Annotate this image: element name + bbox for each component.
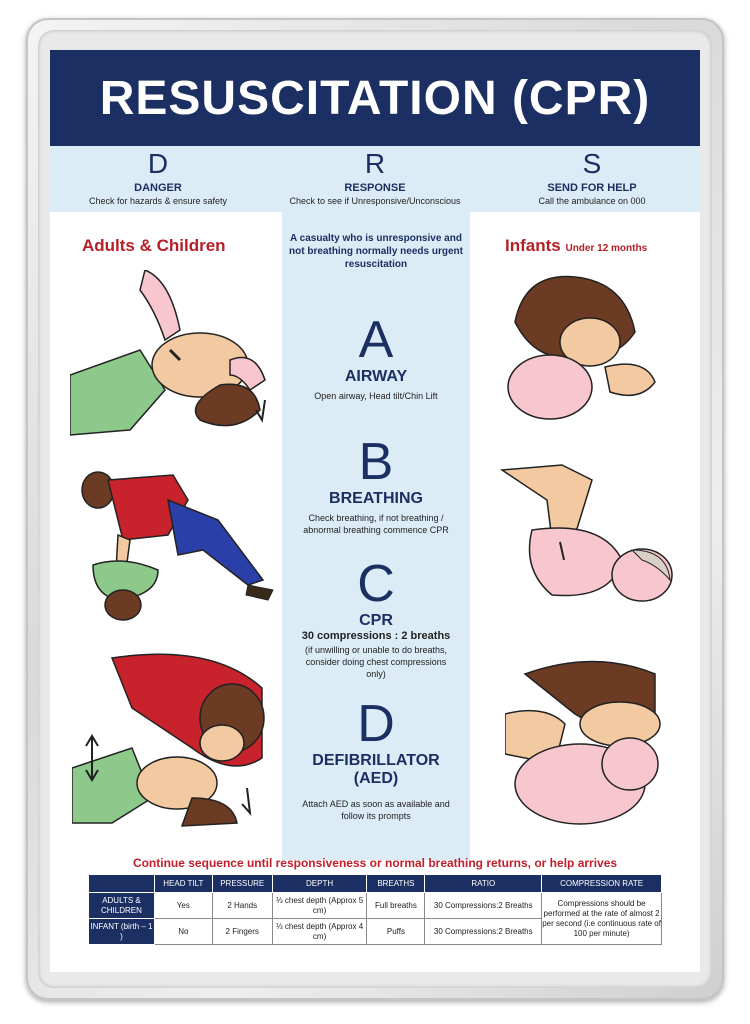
- table-header: RATIO: [425, 875, 542, 893]
- step-desc: (if unwilling or unable to do breaths, consider doing chest compressions only): [304, 645, 448, 679]
- drs-desc: Check to see if Unresponsive/Unconscious: [289, 196, 461, 206]
- adult-airway-illustration: [70, 270, 280, 440]
- drs-desc: Call the ambulance on 000: [538, 196, 646, 206]
- center-intro: A casualty who is unresponsive and not breathing normally needs urgent resuscitation: [289, 233, 463, 270]
- step-word: AIRWAY: [344, 368, 408, 385]
- table-cell: 2 Hands: [212, 893, 272, 919]
- step-desc: Attach AED as soon as available and follow its prompts: [302, 799, 450, 821]
- step-breathing: [282, 434, 470, 536]
- row-label: INFANT (birth – 1 ): [89, 919, 155, 945]
- step-defibrillator: [282, 696, 470, 822]
- table-cell: Yes: [154, 893, 212, 919]
- step-sub: 30 compressions : 2 breaths: [301, 630, 451, 642]
- continue-sequence-note: Continue sequence until responsiveness or normal breathing returns, or help arrives: [132, 856, 618, 870]
- infant-compression-illustration: [492, 460, 677, 625]
- drs-word: RESPONSE: [344, 182, 406, 194]
- infant-airway-illustration: [505, 272, 680, 442]
- step-desc: Check breathing, if not breathing / abnormal breathing commence CPR: [303, 513, 449, 535]
- row-label: ADULTS & CHILDREN: [89, 893, 155, 919]
- drs-word: SEND FOR HELP: [547, 182, 637, 194]
- step-cpr: [282, 556, 470, 680]
- drs-letter: S: [582, 148, 602, 179]
- adult-breath-illustration: [72, 648, 282, 828]
- poster-title: RESUSCITATION (CPR): [99, 71, 651, 125]
- table-header: COMPRESSION RATE: [542, 875, 662, 893]
- step-letter: A: [358, 311, 394, 369]
- table-cell: Full breaths: [367, 893, 425, 919]
- table-cell: ⅓ chest depth (Approx 5 cm): [272, 893, 367, 919]
- drs-desc: Check for hazards & ensure safety: [88, 196, 228, 206]
- infants-age-note: Under 12 months: [565, 243, 648, 254]
- adult-compression-illustration: [78, 460, 283, 625]
- step-word: DEFIBRILLATOR (AED): [312, 752, 440, 787]
- step-letter: C: [357, 555, 395, 613]
- table-header: HEAD TILT: [154, 875, 212, 893]
- table-cell: 30 Compressions:2 Breaths: [425, 893, 542, 919]
- step-word: BREATHING: [329, 490, 423, 507]
- table-header: PRESSURE: [212, 875, 272, 893]
- table-header: BREATHS: [367, 875, 425, 893]
- drs-danger: [50, 148, 266, 207]
- infants-title-text: Infants: [505, 236, 561, 255]
- drs-letter: D: [147, 148, 169, 179]
- table-cell-rate: Compressions should be performed at the rate of almost 2 per second (i.e continuous rate of 100 per minute): [542, 893, 662, 945]
- table-row: [89, 893, 662, 919]
- cpr-summary-table: [88, 874, 662, 945]
- table-cell: ⅓ chest depth (Approx 4 cm): [272, 919, 367, 945]
- infants-title: [505, 236, 647, 256]
- step-letter: B: [358, 433, 394, 491]
- step-word: CPR: [359, 612, 393, 629]
- infant-breath-illustration: [505, 654, 680, 829]
- drs-word: DANGER: [134, 182, 182, 194]
- step-letter: D: [357, 695, 395, 753]
- table-cell: 30 Compressions:2 Breaths: [425, 919, 542, 945]
- table-cell: No: [154, 919, 212, 945]
- drsabcd-column: [282, 212, 470, 860]
- table-header: [89, 875, 155, 893]
- table-header: DEPTH: [272, 875, 367, 893]
- drs-letter: R: [364, 148, 386, 179]
- poster-header: [50, 50, 700, 146]
- drs-send-for-help: [484, 148, 700, 207]
- step-desc: Open airway, Head tilt/Chin Lift: [314, 391, 438, 401]
- step-airway: [282, 312, 470, 402]
- adults-children-title: Adults & Children: [82, 236, 226, 255]
- drs-response: [267, 148, 483, 207]
- cpr-poster: [50, 50, 700, 972]
- table-cell: Puffs: [367, 919, 425, 945]
- table-header-row: [89, 875, 662, 893]
- drs-band: [50, 146, 700, 212]
- table-cell: 2 Fingers: [212, 919, 272, 945]
